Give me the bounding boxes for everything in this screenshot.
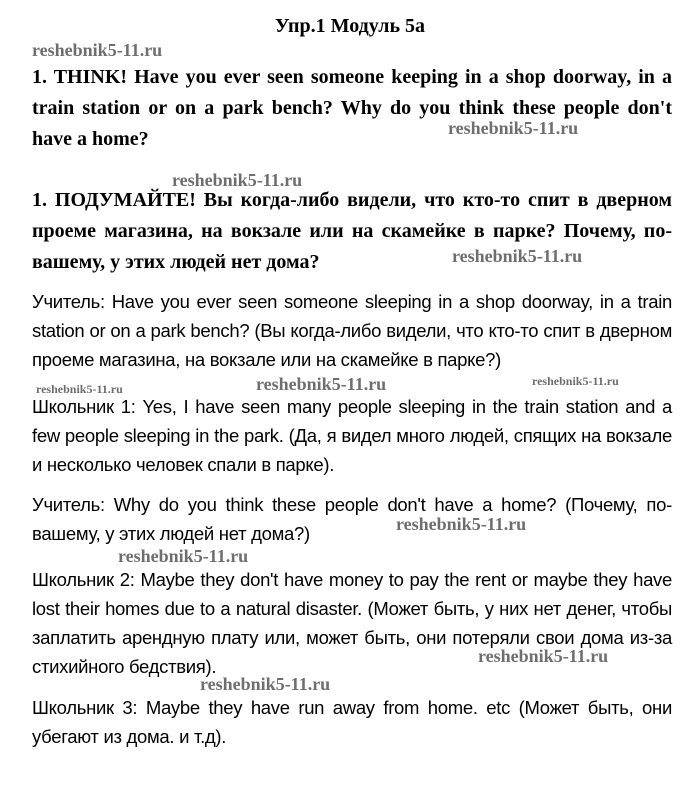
watermark: reshebnik5-11.ru: [532, 374, 619, 388]
watermark: reshebnik5-11.ru: [200, 674, 331, 694]
watermark: reshebnik5-11.ru: [118, 546, 249, 566]
watermark: reshebnik5-11.ru: [452, 246, 583, 266]
watermark: reshebnik5-11.ru: [478, 646, 609, 666]
dialogue-teacher-question-2: Учитель: Why do you think these people don't have a home? (Почему, по-вашему, у этих людей нет дома?): [32, 494, 672, 544]
watermark: reshebnik5-11.ru: [396, 514, 527, 534]
watermark: reshebnik5-11.ru: [36, 382, 123, 396]
dialogue-student-3-answer: Школьник 3: Maybe they have run away from home. etc (Может быть, они убегают из дома. и т.д).: [32, 697, 672, 747]
dialogue-student-2-answer: Школьник 2: Maybe they don't have money to pay the rent or maybe they have lost their homes due to a natural disaster. (Может быть, у них нет денег, чтобы заплатить арендную плату или, может быть, они потеряли свои дома из-за стихийного бедствия).: [32, 569, 672, 677]
task-english: 1. THINK! Have you ever seen someone keeping in a shop doorway, in a train station or on a park bench? Why do you think these people don't have a home?: [32, 66, 672, 150]
watermark: reshebnik5-11.ru: [172, 170, 303, 190]
dialogue-student-1-answer: Школьник 1: Yes, I have seen many people sleeping in the train station and a few people sleeping in the park. (Да, я видел много людей, спящих на вокзале и несколько человек спали в парке).: [32, 396, 672, 475]
page-title: Упр.1 Модуль 5а: [274, 15, 426, 37]
watermark: reshebnik5-11.ru: [256, 374, 387, 394]
dialogue-teacher-question-1: Учитель: Have you ever seen someone sleeping in a shop doorway, in a train station or on a park bench? (Вы когда-либо видели, что кто-то спит в дверном проеме магазина, на вокзале или на скамейке в парке?): [32, 291, 672, 370]
watermark: reshebnik5-11.ru: [448, 118, 579, 138]
watermark: reshebnik5-11.ru: [32, 40, 163, 60]
task-russian: 1. ПОДУМАЙТЕ! Вы когда-либо видели, что кто-то спит в дверном проеме магазина, на вокзале или на скамейке в парке? Почему, по-вашему, у этих людей нет дома?: [32, 189, 672, 273]
